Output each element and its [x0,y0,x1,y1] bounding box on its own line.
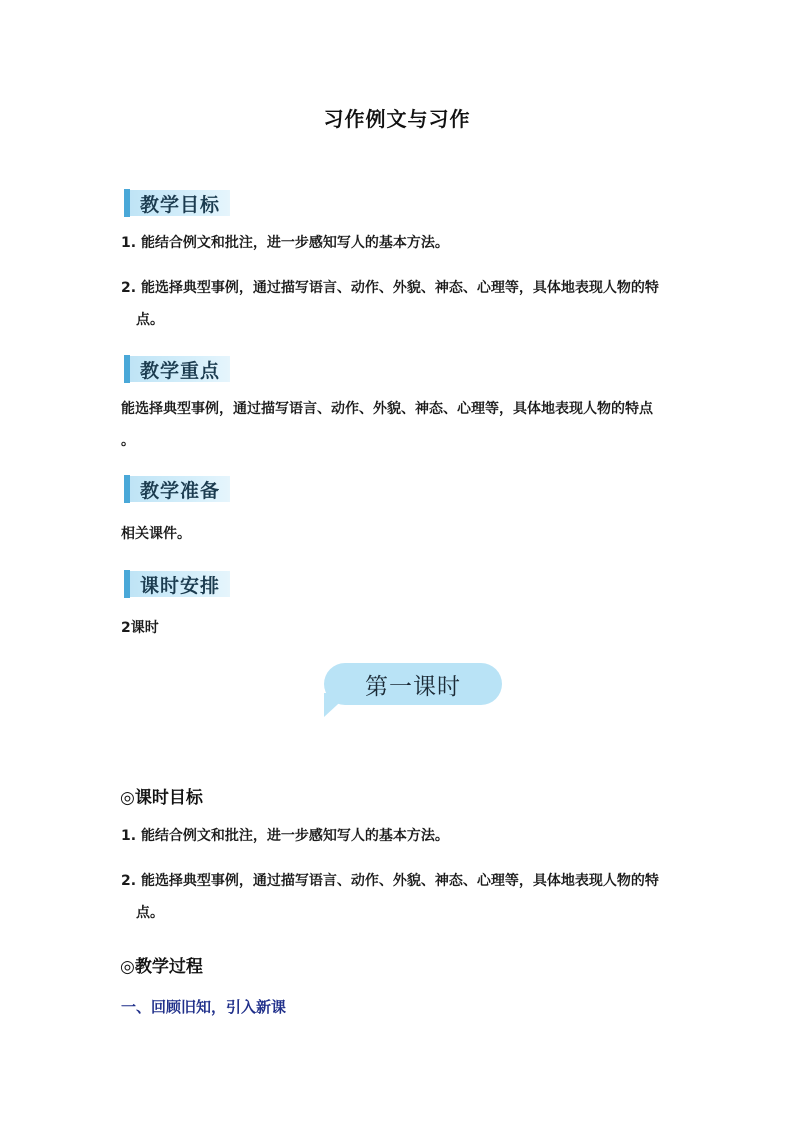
goal-item-text: 能选择典型事例，通过描写语言、动作、外貌、神态、心理等，具体地表现人物的特 [140,873,659,889]
section-heading-schedule [124,570,230,598]
lesson-goal-item-2 [121,865,681,929]
section-heading-preparation [124,475,230,503]
lesson-bubble [324,663,502,719]
process-heading: ◎教学过程 [120,957,203,977]
section-heading-key-points [124,355,230,383]
section-heading-label: 教学目标 [130,190,230,216]
goal-item-2 [121,272,681,336]
document-title: 习作例文与习作 [323,107,471,131]
goal-item-continuation: 点。 [136,312,164,328]
goal-item-1 [121,227,681,259]
lesson-goals-heading: ◎课时目标 [120,788,203,808]
key-points-line-1: 能选择典型事例，通过描写语言、动作、外貌、神态、心理等，具体地表现人物的特点 [121,401,653,417]
section-heading-label: 课时安排 [130,571,230,597]
goal-item-number: 2. [121,280,137,296]
section-heading-label: 教学重点 [130,356,230,382]
key-points-line-2: 。 [121,433,135,449]
goal-item-continuation: 点。 [136,905,164,921]
lesson-goal-item-1 [121,820,681,852]
preparation-text: 相关课件。 [121,526,191,542]
lesson-bubble-label: 第一课时 [324,663,502,705]
step-1-heading: 一、回顾旧知，引入新课 [121,998,287,1016]
key-points-text [121,393,681,457]
section-heading-label: 教学准备 [130,476,230,502]
goal-item-number: 2. [121,873,137,889]
goal-item-number: 1. [121,828,137,844]
goal-item-number: 1. [121,235,137,251]
goal-item-text: 能结合例文和批注，进一步感知写人的基本方法。 [140,828,449,844]
schedule-text: 2课时 [121,620,159,636]
section-heading-goals [124,189,230,217]
goal-item-text: 能选择典型事例，通过描写语言、动作、外貌、神态、心理等，具体地表现人物的特 [140,280,659,296]
goal-item-text: 能结合例文和批注，进一步感知写人的基本方法。 [140,235,449,251]
